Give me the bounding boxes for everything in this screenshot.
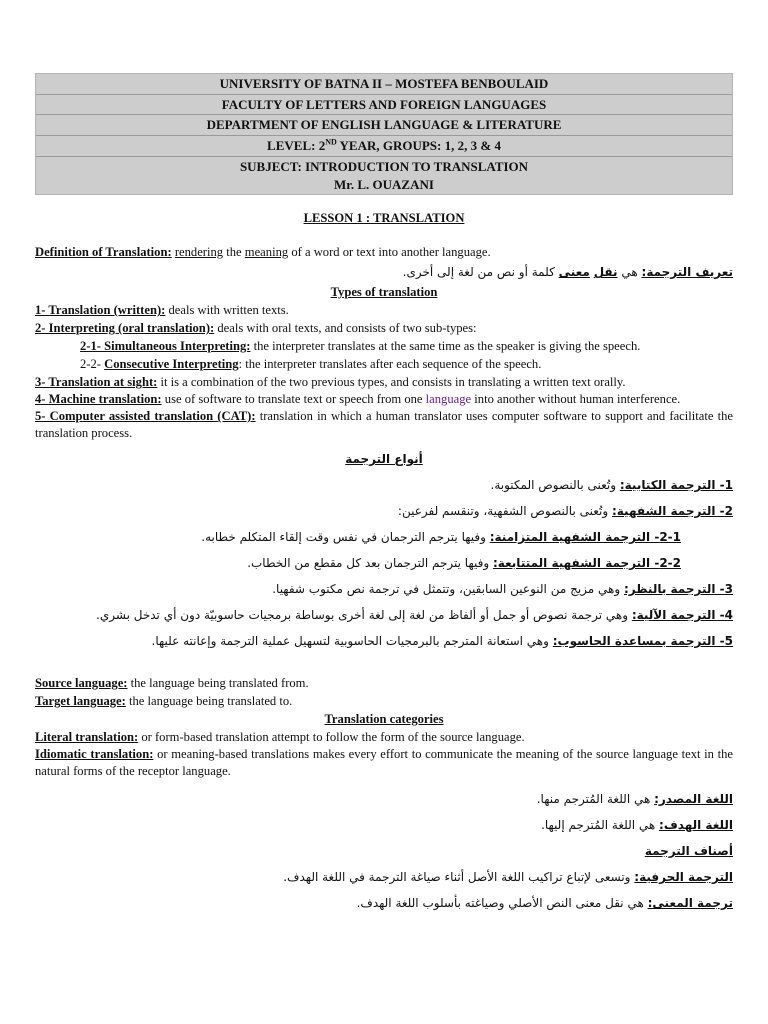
type-1 [35, 301, 733, 319]
definition-ar [35, 263, 733, 281]
type-text: deals with oral texts, and consists of two sub-types: [214, 321, 477, 336]
type-3 [35, 373, 733, 391]
type-number: 2-2- [80, 357, 105, 372]
definition-text: of a word or text into another language. [288, 245, 491, 260]
faculty-name: FACULTY OF LETTERS AND FOREIGN LANGUAGES [221, 96, 547, 112]
term-ar-label: اللغة المصدر: [654, 792, 733, 807]
types-ar-section [35, 446, 733, 654]
term-text: or form-based translation attempt to follow the form of the source language. [138, 730, 525, 745]
definition-ar-word: نقل [593, 265, 618, 280]
type-label: 1- Translation (written): [35, 303, 166, 318]
target-language [35, 692, 733, 710]
definition-ar-word: معنى [558, 265, 590, 280]
level-prefix: LEVEL: 2 [267, 138, 326, 154]
term-ar-text: هي اللغة المُترجم منها. [536, 792, 655, 807]
types-ar-title: أنواع الترجمة [345, 452, 423, 467]
literal-translation-ar [35, 864, 733, 890]
type-ar-3 [35, 576, 733, 602]
term-label: Target language: [35, 694, 126, 709]
type-ar-label: 2- الترجمة الشفهية: [611, 504, 733, 519]
type-ar-text: وفيها يترجم الترجمان بعد كل مقطع من الخطاب. [247, 556, 493, 571]
language-link[interactable]: language [425, 392, 472, 407]
type-ar-1 [35, 472, 733, 498]
document-page [35, 73, 733, 916]
university-name: UNIVERSITY OF BATNA II – MOSTEFA BENBOULAID [219, 76, 549, 91]
type-2-1 [35, 337, 733, 355]
target-language-ar [35, 812, 733, 838]
term-label: Source language: [35, 676, 128, 691]
term-text: the language being translated from. [127, 676, 309, 691]
idiomatic-translation [35, 746, 733, 780]
type-ar-5 [35, 628, 733, 654]
type-ar-text: وفيها يترجم الترجمان في نفس وقت إلقاء المتكلم خطابه. [201, 530, 490, 545]
type-label: 5- Computer assisted translation (CAT): [35, 409, 256, 424]
term-ar-text: هي نقل معنى النص الأصلي وصياغته بأسلوب اللغة الهدف. [356, 896, 648, 911]
type-ar-text: وهي استعانة المترجم بالبرمجيات الحاسوبية لتسهيل عملية الترجمة وإعانته عليها. [151, 634, 553, 649]
term-text: or meaning-based translations makes every effort to communicate the meaning of the source language text in the natural forms of the receptor language. [35, 747, 733, 779]
type-label: 4- Machine translation: [35, 392, 162, 407]
divider [36, 135, 732, 136]
type-ar-label: 1- الترجمة الكتابية: [619, 478, 733, 493]
lesson-title: LESSON 1 : TRANSLATION [303, 211, 465, 226]
term-ar-text: هي اللغة المُترجم إليها. [541, 818, 660, 833]
term-ar-text: وتسعى لإتباع تراكيب اللغة الأصل أثناء صياغة الترجمة في اللغة الهدف. [283, 870, 635, 885]
header-block [35, 73, 733, 195]
term-label: Idiomatic translation: [35, 747, 154, 762]
subject-line: SUBJECT: INTRODUCTION TO TRANSLATION [239, 158, 529, 174]
type-ar-2-1 [35, 524, 733, 550]
definition-ar-text: هي [617, 265, 642, 280]
type-text: use of software to translate text or speech from one [161, 392, 426, 407]
definition-en [35, 243, 733, 261]
type-text: it is a combination of the two previous types, and consists in translating a written text orally. [157, 375, 626, 390]
level-line [36, 137, 732, 155]
type-text: : the interpreter translates after each sequence of the speech. [238, 357, 542, 372]
type-ar-label: 2-1- الترجمة الشفهية المتزامنة: [489, 530, 681, 545]
source-language-ar [35, 786, 733, 812]
categories-ar-heading: أصناف الترجمة [644, 844, 733, 859]
type-ar-label: 2-2- الترجمة الشفهية المتتابعة: [492, 556, 681, 571]
department-name: DEPARTMENT OF ENGLISH LANGUAGE & LITERATURE [206, 117, 562, 133]
type-label: 3- Translation at sight: [35, 375, 158, 390]
type-ar-2-2 [35, 550, 733, 576]
type-2 [35, 319, 733, 337]
type-ar-4 [35, 602, 733, 628]
type-ar-2 [35, 498, 733, 524]
type-label: Consecutive Interpreting [104, 357, 239, 372]
type-4 [35, 391, 733, 408]
definition-word-meaning: meaning [244, 245, 289, 260]
term-ar-label: اللغة الهدف: [659, 818, 733, 833]
categories-title: Translation categories [324, 712, 444, 727]
type-ar-text: وتُعنى بالنصوص الشفهية، وتنقسم لفرعين: [397, 504, 612, 519]
type-ar-text: وهي مزيج من النوعين السابقين، وتتمثل في ترجمة نص مكتوب شفهيا. [272, 582, 624, 597]
definition-label: Definition of Translation: [35, 245, 172, 260]
type-text: the interpreter translates at the same time as the speaker is giving the speech. [250, 339, 641, 354]
source-language [35, 674, 733, 692]
term-label: Literal translation: [35, 730, 139, 745]
definition-ar-label: تعريف الترجمة: [641, 265, 733, 280]
term-ar-label: الترجمة الحرفية: [634, 870, 733, 885]
level-sup: ND [325, 137, 337, 147]
divider [36, 156, 732, 157]
type-ar-label: 5- الترجمة بمساعدة الحاسوب: [552, 634, 733, 649]
type-2-2 [35, 355, 733, 373]
divider [36, 94, 732, 95]
term-ar-label: ترجمة المعنى: [647, 896, 733, 911]
type-label: 2- Interpreting (oral translation): [35, 321, 215, 336]
type-ar-text: وتُعنى بالنصوص المكتوبة. [490, 478, 620, 493]
categories-ar-section [35, 786, 733, 916]
term-text: the language being translated to. [125, 694, 293, 709]
types-title: Types of translation [330, 285, 438, 300]
type-ar-label: 3- الترجمة بالنظر: [623, 582, 733, 597]
type-5 [35, 408, 733, 442]
type-text: translation in which a human translator uses computer software to support and facilitate the translation process. [35, 409, 733, 441]
divider [36, 114, 732, 115]
type-ar-text: وهي ترجمة نصوص أو جمل أو ألفاظ من لغة إلى لغة أخرى بوساطة برمجيات حاسوبيّة دون أي تدخل بشري. [96, 608, 632, 623]
type-ar-label: 4- الترجمة الآلية: [631, 608, 733, 623]
type-text: into another without human interference. [471, 392, 681, 407]
definition-text: the [223, 245, 245, 260]
teacher-name: Mr. L. OUAZANI [334, 176, 434, 192]
type-label: 2-1- Simultaneous Interpreting: [80, 339, 251, 354]
literal-translation [35, 728, 733, 746]
definition-word-rendering: rendering [174, 245, 224, 260]
categories-ar-title [35, 838, 733, 864]
definition-ar-text: كلمة أو نص من لغة إلى أخرى. [402, 265, 559, 280]
level-suffix: YEAR, GROUPS: 1, 2, 3 & 4 [336, 138, 501, 154]
type-text: deals with written texts. [165, 303, 289, 318]
meaning-translation-ar [35, 890, 733, 916]
